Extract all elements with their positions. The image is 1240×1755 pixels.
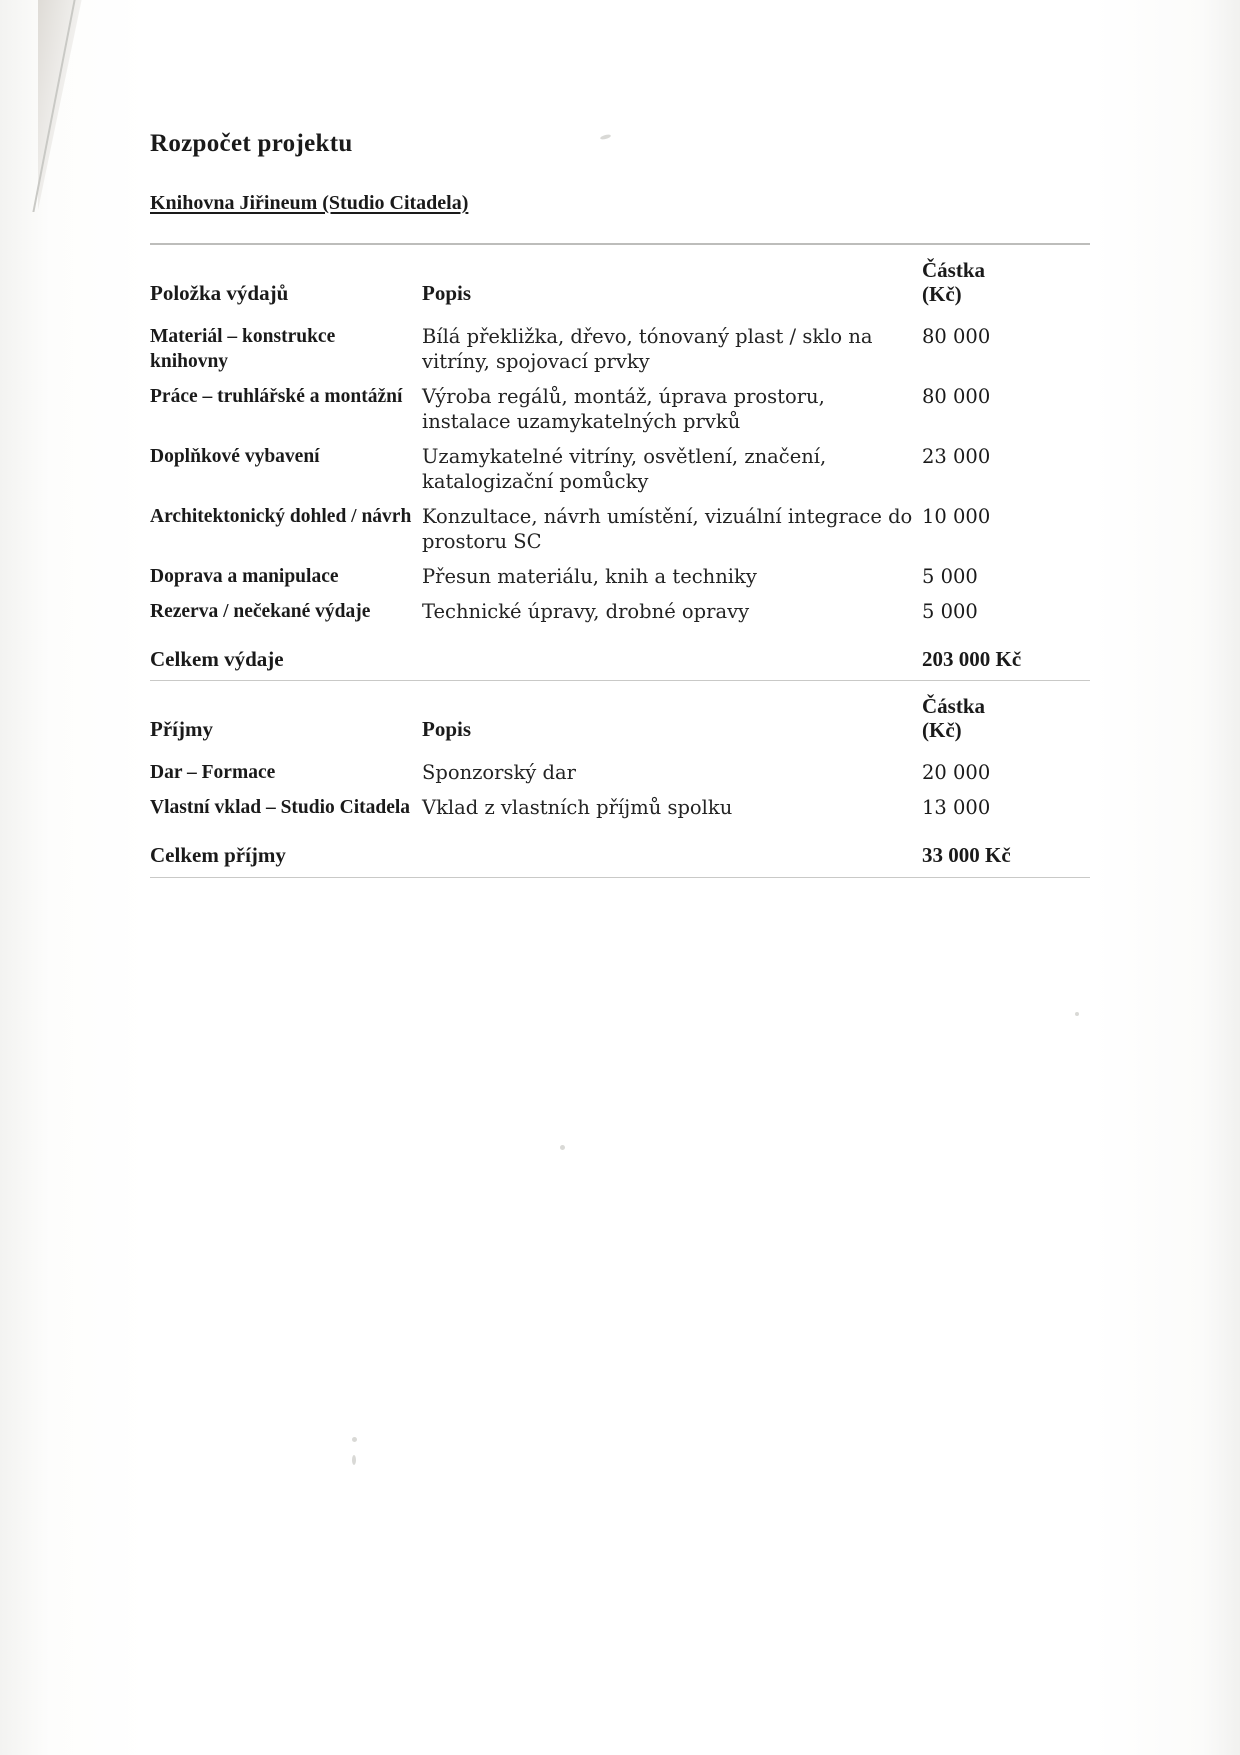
income-header-amount-line1: Částka — [922, 694, 986, 719]
expense-amount: 5 000 — [922, 599, 978, 623]
expenses-header-description: Popis — [422, 281, 472, 306]
expense-item: Doplňkové vybavení — [150, 445, 320, 467]
expense-description: Technické úpravy, drobné opravy — [422, 599, 750, 623]
expense-item: Rezerva / nečekané výdaje — [150, 600, 371, 622]
income-item: Vlastní vklad – Studio Citadela — [150, 797, 411, 819]
scan-speck — [352, 1455, 356, 1465]
table-row — [150, 320, 1090, 380]
income-amount: 13 000 — [922, 796, 991, 820]
expenses-total-label: Celkem výdaje — [150, 646, 284, 671]
income-total-amount: 33 000 Kč — [922, 843, 1011, 868]
expenses-table — [150, 245, 1090, 680]
income-header-description: Popis — [422, 717, 472, 742]
table-row — [150, 595, 1090, 630]
expense-description: Uzamykatelné vitríny, osvětlení, značení, katalogizační pomůcky — [422, 444, 827, 493]
income-header-amount — [922, 681, 1090, 756]
expenses-total-amount: 203 000 Kč — [922, 646, 1022, 671]
expense-amount: 5 000 — [922, 564, 978, 588]
expense-description: Konzultace, návrh umístění, vizuální integrace do prostoru SC — [422, 504, 913, 553]
expense-item: Práce – truhlářské a montážní — [150, 385, 403, 407]
expense-item: Materiál – konstrukce knihovny — [150, 326, 336, 372]
income-amount: 20 000 — [922, 761, 991, 785]
scan-speck — [1075, 1012, 1079, 1016]
expenses-header-amount-line2: (Kč) — [922, 281, 962, 306]
table-row — [150, 380, 1090, 440]
expenses-total-row — [150, 630, 1090, 681]
scan-speck — [352, 1437, 357, 1442]
document-title: Rozpočet projektu — [150, 130, 353, 157]
income-total-description — [422, 826, 922, 877]
income-total-label: Celkem příjmy — [150, 843, 286, 868]
expenses-header-amount-line1: Částka — [922, 258, 986, 282]
expenses-total-description — [422, 630, 922, 681]
expense-item: Architektonický dohled / návrh — [150, 505, 412, 527]
income-item: Dar – Formace — [150, 762, 276, 784]
page-fold-artifact — [38, 0, 128, 248]
income-header-amount-line2: (Kč) — [922, 717, 962, 742]
income-table — [150, 681, 1090, 877]
table-row — [150, 756, 1090, 791]
income-header-item: Příjmy — [150, 717, 213, 742]
income-description: Vklad z vlastních příjmů spolku — [422, 796, 733, 820]
expense-item: Doprava a manipulace — [150, 565, 339, 587]
expenses-header-row — [150, 245, 1090, 320]
income-total-row — [150, 826, 1090, 877]
table-row — [150, 500, 1090, 560]
expenses-header-amount — [922, 245, 1090, 320]
expense-amount: 80 000 — [922, 325, 991, 349]
divider-bottom — [150, 877, 1090, 878]
scan-speck — [560, 1145, 565, 1150]
expense-description: Bílá překližka, dřevo, tónovaný plast / sklo na vitríny, spojovací prvky — [422, 325, 873, 373]
income-header-row — [150, 681, 1090, 756]
income-description: Sponzorský dar — [422, 761, 576, 785]
expense-description: Výroba regálů, montáž, úprava prostoru, instalace uzamykatelných prvků — [422, 384, 825, 433]
table-row — [150, 791, 1090, 826]
expense-amount: 23 000 — [922, 444, 991, 468]
expense-description: Přesun materiálu, knih a techniky — [422, 564, 757, 588]
expenses-header-item: Položka výdajů — [150, 281, 289, 306]
document-subtitle: Knihovna Jiřineum (Studio Citadela) — [150, 192, 469, 214]
document-content — [150, 130, 1090, 878]
table-row — [150, 560, 1090, 595]
table-row — [150, 440, 1090, 500]
expense-amount: 80 000 — [922, 384, 991, 408]
expense-amount: 10 000 — [922, 504, 991, 528]
